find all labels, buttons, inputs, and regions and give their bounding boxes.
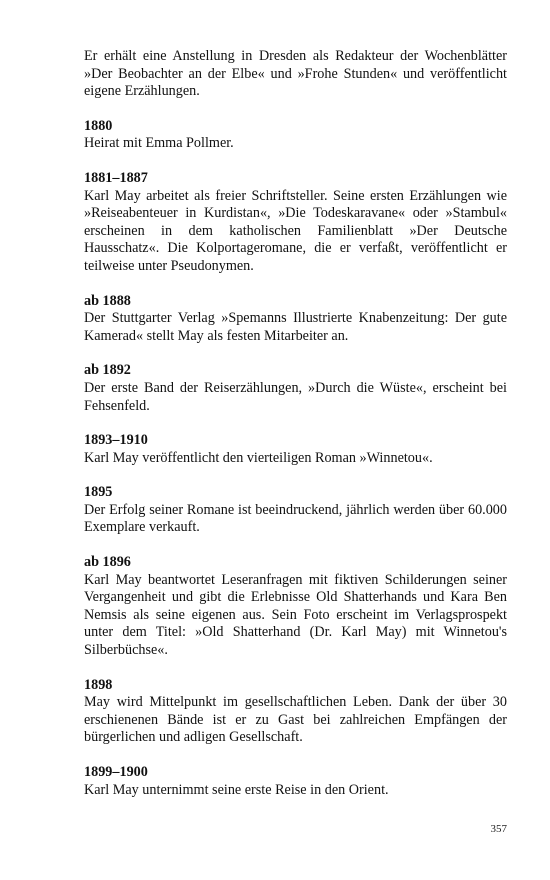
- chronology-page: [84, 48, 507, 799]
- chronology-entry-1881-1887: [84, 170, 507, 276]
- chronology-entry-ab-1888: [84, 293, 507, 346]
- entry-year: ab 1896: [84, 554, 131, 571]
- entry-year: 1899–1900: [84, 764, 148, 780]
- page-number: 357: [490, 823, 507, 835]
- chronology-entry-1898: [84, 677, 507, 747]
- chronology-entry-1880: [84, 118, 507, 153]
- entry-text: Karl May beantwortet Leseranfragen mit fiktiven Schilderungen seiner Vergangenheit und gibt die Erlebnisse Old Shatterhands und Kara Ben Nemsis als seine eigenen aus. Sein Foto erscheint im Verlagsprospekt unter dem Titel: »Old Shatterhand (Dr. Karl May) mit Winnetou's Silberbüchse«.: [84, 571, 507, 659]
- entry-year: 1880: [84, 117, 113, 134]
- chronology-entry-ab-1896: [84, 554, 507, 660]
- entry-year: 1881–1887: [84, 169, 148, 186]
- entry-year: 1898: [84, 676, 113, 693]
- entry-text: Der Erfolg seiner Romane ist beeindruckend, jährlich werden über 60.000 Exemplare verkauft.: [84, 501, 507, 536]
- entry-text: Heirat mit Emma Pollmer.: [84, 135, 234, 152]
- chronology-entry-1893-1910: [84, 432, 507, 467]
- entry-text: May wird Mittelpunkt im gesellschaftlichen Leben. Dank der über 30 erschienenen Bände ist er zu Gast bei zahlreichen Empfängen der bürgerlichen und adligen Gesellschaft.: [84, 694, 507, 746]
- entry-text: Der Stuttgarter Verlag »Spemanns Illustrierte Knabenzeitung: Der gute Kamerad« stellt May als festen Mitarbeiter an.: [84, 310, 507, 344]
- intro-paragraph: Er erhält eine Anstellung in Dresden als Redakteur der Wochenblätter »Der Beobachter an der Elbe« und »Frohe Stunden« und veröffentlicht eigene Erzählungen.: [84, 48, 507, 100]
- entry-text: Karl May veröffentlicht den vierteiligen Roman »Winnetou«.: [84, 449, 433, 466]
- chronology-entry-1899-1900: [84, 764, 507, 799]
- entry-year: ab 1892: [84, 362, 131, 379]
- entry-year: 1893–1910: [84, 432, 148, 449]
- entry-year: ab 1888: [84, 292, 131, 309]
- entry-text: Karl May arbeitet als freier Schriftsteller. Seine ersten Erzählungen wie »Reiseabenteuer in Kurdistan«, »Die Todeskaravane« oder »Stambul« erscheinen in dem katholischen Familienblatt »Der Deutsche Hausschatz«. Die Kolportageromane, die er verfaßt, veröffentlicht er teilweise unter Pseudonymen.: [84, 187, 507, 274]
- chronology-entry-ab-1892: [84, 362, 507, 415]
- entry-text: Der erste Band der Reiserzählungen, »Durch die Wüste«, erscheint bei Fehsenfeld.: [84, 379, 507, 414]
- entry-year: 1895: [84, 484, 113, 501]
- entry-text: Karl May unternimmt seine erste Reise in den Orient.: [84, 781, 389, 798]
- chronology-entry-1895: [84, 484, 507, 537]
